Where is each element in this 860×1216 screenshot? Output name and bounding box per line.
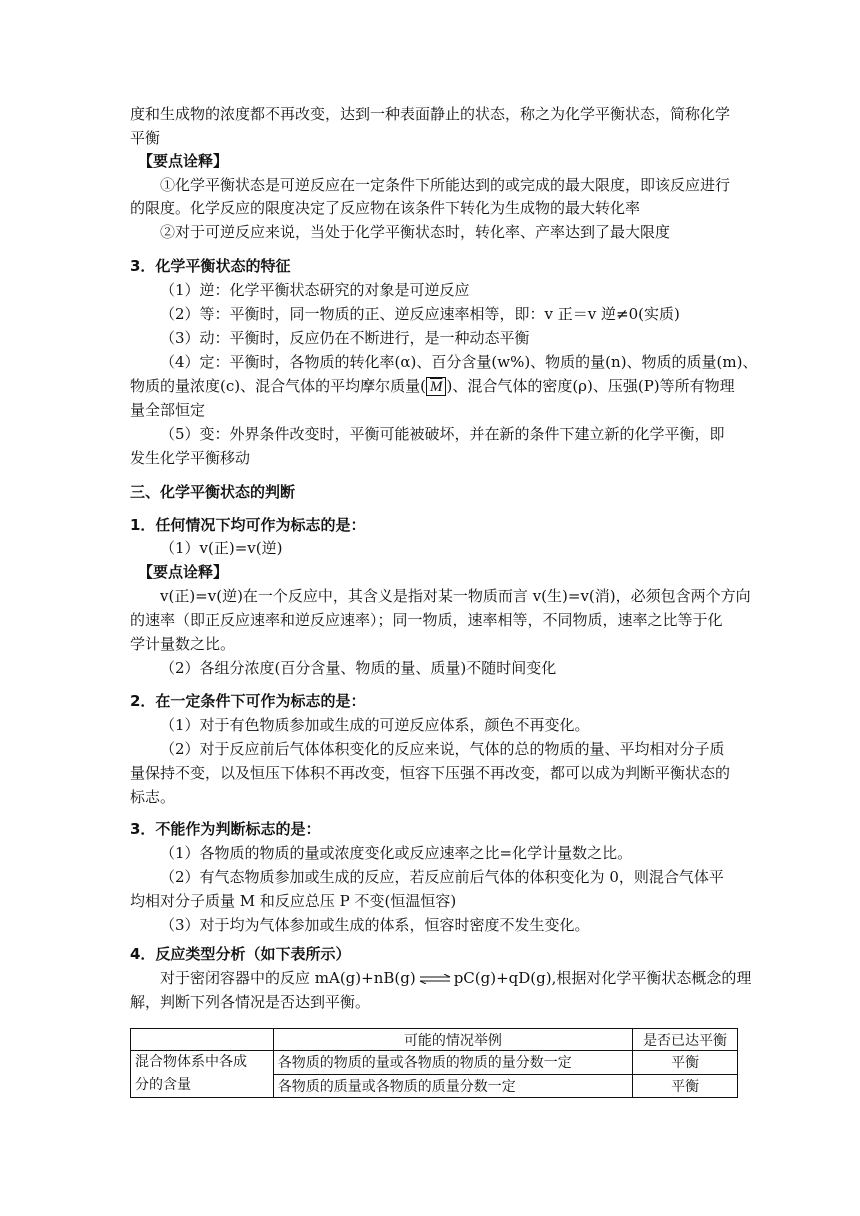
feature-5-line-2: 发生化学平衡移动 — [130, 449, 251, 467]
table-row — [131, 1051, 738, 1075]
feature-1: （1）逆：化学平衡状态研究的对象是可逆反应 — [160, 281, 470, 299]
sub-1-key-line-2: 的速率（即正反应速率和逆反应速率）；同一物质，速率相等，不同物质，速率之比等于化 — [130, 611, 723, 629]
table-header-blank — [131, 1029, 274, 1051]
table-cell-result: 平衡 — [633, 1051, 738, 1075]
table-header-row — [131, 1029, 738, 1051]
sub-1-key-line-3: 学计量数之比。 — [130, 635, 236, 653]
reversible-arrow-icon — [418, 974, 452, 984]
sub-1-key-line-1: v(正)=v(逆)在一个反应中，其含义是指对某一物质而言 v(生)=v(消)，必须包含两个方向 — [160, 587, 751, 605]
feature-4-line-2 — [130, 376, 735, 396]
sub-1-heading: 1．任何情况下均可作为标志的是： — [130, 516, 366, 534]
sub-1-item-2: （2）各组分浓度(百分含量、物质的量、质量)不随时间变化 — [160, 659, 557, 677]
table-group-label-line-1: 混合物体系中各成 — [135, 1054, 247, 1070]
table-cell-example: 各物质的物质的量或各物质的物质的量分数一定 — [273, 1051, 632, 1075]
sub-3-item-2-line-2: 均相对分子质量 M 和反应总压 P 不变(恒温恒容) — [130, 892, 457, 910]
key-point-1-line-1: ①化学平衡状态是可逆反应在一定条件下所能达到的或完成的最大限度，即该反应进行 — [160, 176, 731, 194]
feature-4-line-2-start: 物质的量浓度(c)、混合气体的平均摩尔质量( — [130, 377, 426, 395]
sub-3-item-3: （3）对于均为气体参加或生成的体系，恒容时密度不发生变化。 — [160, 916, 590, 934]
feature-2: （2）等：平衡时，同一物质的正、逆反应速率相等，即：v 正＝v 逆≠0(实质) — [160, 305, 680, 323]
feature-3: （3）动：平衡时，反应仍在不断进行，是一种动态平衡 — [160, 329, 530, 347]
table-header-example: 可能的情况举例 — [273, 1029, 632, 1051]
equilibrium-table — [130, 1028, 738, 1098]
key-points-heading: 【要点诠释】 — [138, 152, 229, 170]
table-cell-example: 各物质的质量或各物质的质量分数一定 — [273, 1074, 632, 1098]
table-header-result: 是否已达平衡 — [633, 1029, 738, 1051]
sub-2-item-1: （1）对于有色物质参加或生成的可逆反应体系，颜色不再变化。 — [160, 716, 590, 734]
reaction-line-2: 解，判断下列各情况是否达到平衡。 — [130, 993, 371, 1011]
sub-2-item-2-line-2: 量保持不变，以及恒压下体积不再改变，恒容下压强不再改变，都可以成为判断平衡状态的 — [130, 764, 731, 782]
feature-4-line-3: 量全部恒定 — [130, 401, 206, 419]
sub-3-item-2-line-1: （2）有气态物质参加或生成的反应，若反应前后气体的体积变化为 0，则混合气体平 — [160, 868, 724, 886]
sub-2-item-2-line-1: （2）对于反应前后气体体积变化的反应来说，气体的总的物质的量、平均相对分子质 — [160, 740, 725, 758]
table-group-label-line-2: 分的含量 — [135, 1077, 191, 1093]
reaction-text-start: 对于密闭容器中的反应 mA(g)+nB(g) — [160, 969, 416, 987]
sub-3-item-1: （1）各物质的物质的量或浓度变化或反应速率之比=化学计量数之比。 — [160, 844, 633, 862]
sub-1-key-heading: 【要点诠释】 — [138, 563, 229, 581]
table-group-label — [131, 1051, 274, 1098]
part-3-heading: 三、化学平衡状态的判断 — [130, 483, 296, 501]
reaction-text-end: pC(g)+qD(g),根据对化学平衡状态概念的理 — [453, 969, 752, 987]
feature-4-line-2-end: )、混合气体的密度(ρ)、压强(P)等所有物理 — [446, 377, 735, 395]
feature-5-line-1: （5）变：外界条件改变时，平衡可能被破坏，并在新的条件下建立新的化学平衡，即 — [160, 425, 725, 443]
key-point-1-line-2: 的限度。化学反应的限度决定了反应物在该条件下转化为生成物的最大转化率 — [130, 199, 641, 217]
table-cell-result: 平衡 — [633, 1074, 738, 1098]
feature-4-line-1: （4）定：平衡时，各物质的转化率(α)、百分含量(w%)、物质的量(n)、物质的质量(m)、 — [160, 353, 758, 371]
sub-4-heading: 4．反应类型分析（如下表所示） — [130, 945, 351, 963]
sub-2-heading: 2．在一定条件下可作为标志的是： — [130, 692, 366, 710]
molar-mass-symbol-box — [426, 377, 447, 396]
sub-3-heading: 3．不能作为判断标志的是： — [130, 820, 321, 838]
sub-1-item-1: （1）v(正)=v(逆) — [160, 539, 283, 557]
reaction-line-1 — [160, 968, 751, 988]
key-point-2: ②对于可逆反应来说，当处于化学平衡状态时，转化率、产率达到了最大限度 — [160, 223, 671, 241]
molar-mass-symbol: M — [429, 379, 443, 395]
intro-line-1: 度和生成物的浓度都不再改变，达到一种表面静止的状态，称之为化学平衡状态，简称化学 — [130, 105, 731, 123]
intro-line-2: 平衡 — [130, 129, 161, 147]
section-3-heading: 3．化学平衡状态的特征 — [130, 257, 291, 275]
sub-2-item-2-line-3: 标志。 — [130, 788, 176, 806]
